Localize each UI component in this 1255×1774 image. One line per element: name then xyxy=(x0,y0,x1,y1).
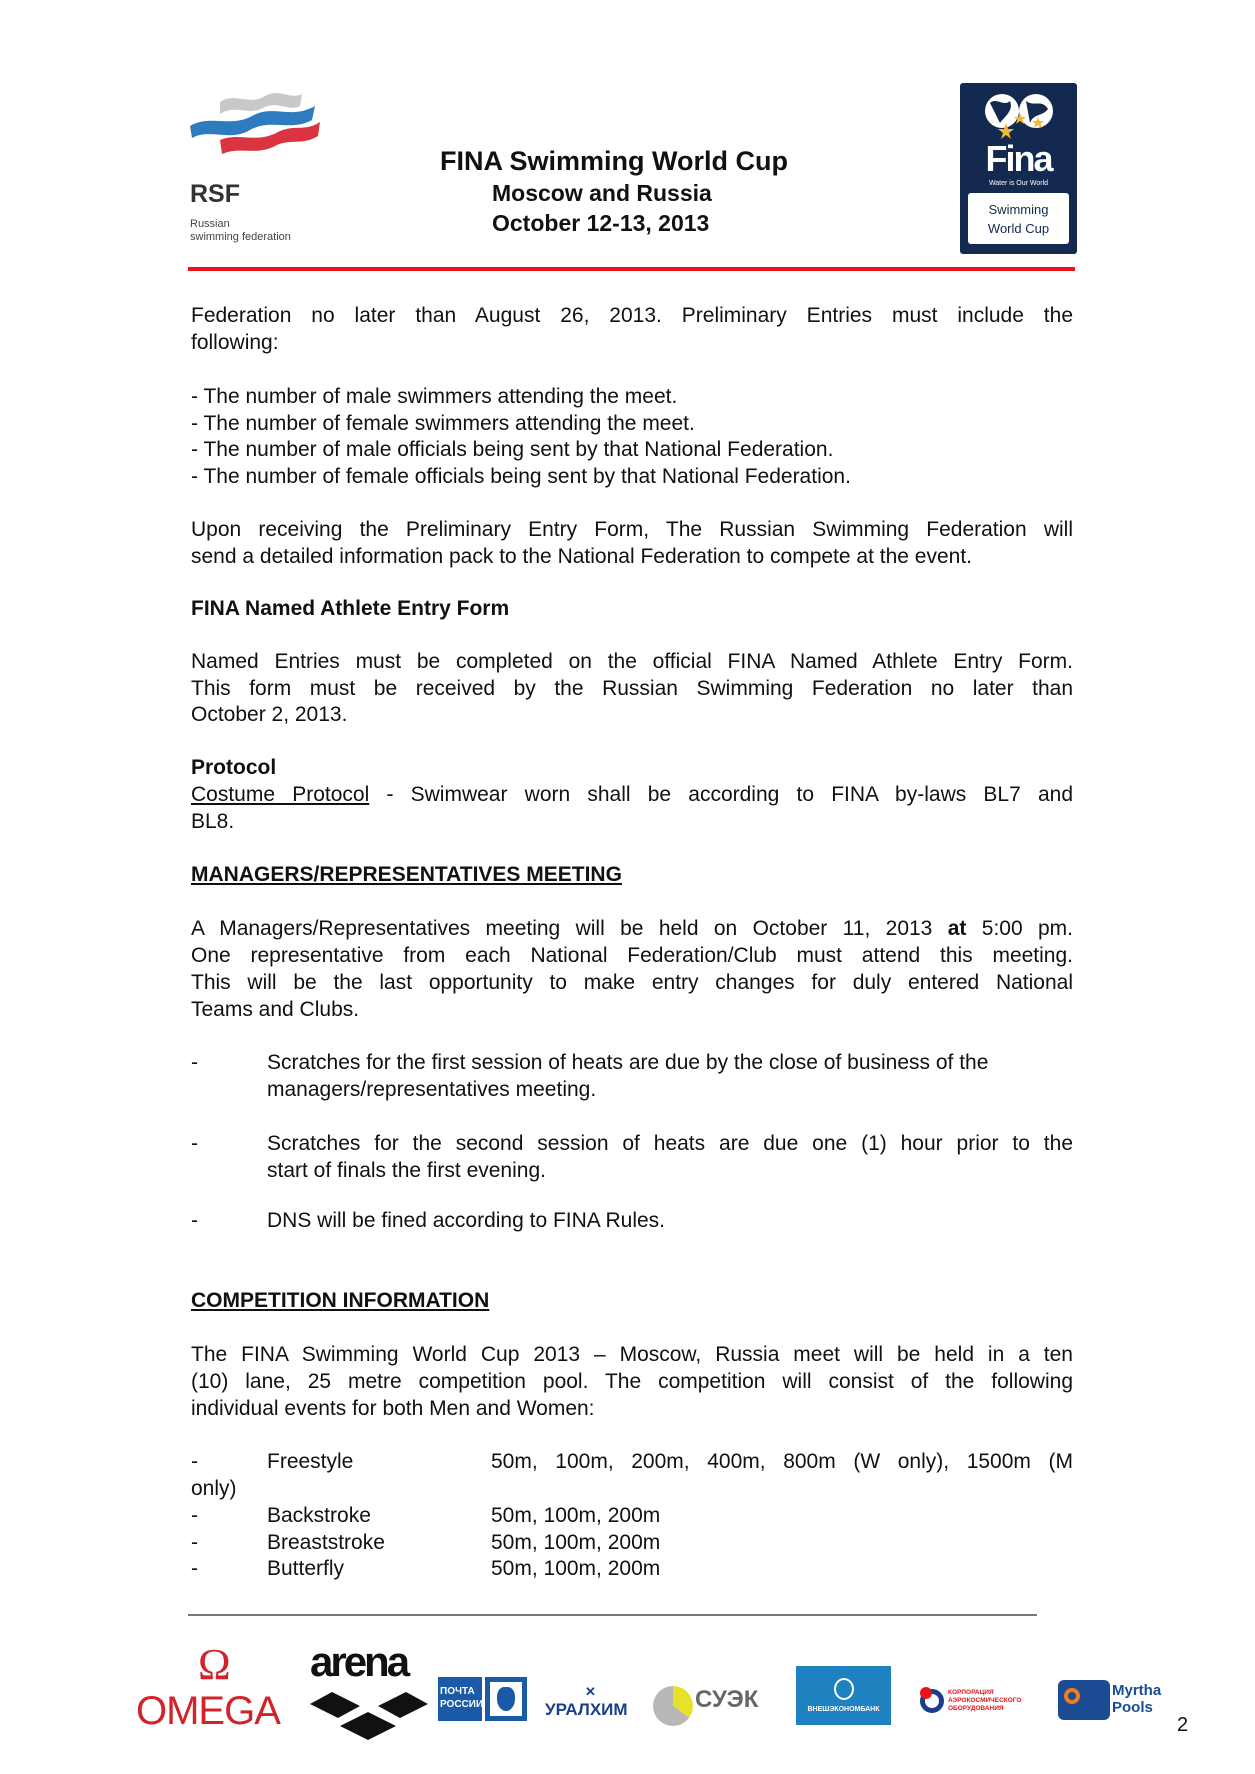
veb-emblem-icon xyxy=(834,1678,854,1700)
paragraph-named-entries-line2: This form must be received by the Russian Swimming Federation no later than xyxy=(191,677,1073,700)
event-distances: 50m, 100m, 200m, 400m, 800m (W only), 1500m (M xyxy=(491,1450,1073,1473)
heading-managers-meeting: MANAGERS/REPRESENTATIVES MEETING xyxy=(191,863,622,886)
fina-badge-line2: World Cup xyxy=(987,221,1050,236)
arena-diamonds-icon xyxy=(310,1686,428,1741)
pochta-eagle-icon xyxy=(485,1677,527,1721)
paragraph-deadline-line2: following: xyxy=(191,331,279,354)
sponsor-suek-logo xyxy=(653,1684,758,1730)
myrtha-wordmark: Myrtha Pools xyxy=(1112,1682,1162,1716)
paragraph-info-pack-line1: Upon receiving the Preliminary Entry Form, The Russian Swimming Federation will xyxy=(191,518,1073,541)
sponsor-veb-logo xyxy=(796,1666,891,1725)
veb-wordmark: ВНЕШЭКОНОМБАНК xyxy=(807,1706,880,1713)
rsf-logo xyxy=(190,88,340,248)
scratch-second-session-line1: Scratches for the second session of heats are due one (1) hour prior to the xyxy=(267,1132,1073,1155)
paragraph-competition-line3: individual events for both Men and Women: xyxy=(191,1397,595,1420)
paragraph-competition-line1: The FINA Swimming World Cup 2013 – Moscow, Russia meet will be held in a ten xyxy=(191,1343,1073,1366)
paragraph-meeting-line4: Teams and Clubs. xyxy=(191,998,360,1021)
suek-gear-icon xyxy=(653,1686,693,1726)
event-distances: 50m, 100m, 200m xyxy=(491,1557,661,1580)
omega-wordmark: OMEGA xyxy=(136,1689,280,1733)
scratch-first-session-line2: managers/representatives meeting. xyxy=(267,1078,597,1101)
list-item: - The number of female swimmers attending the meet. xyxy=(191,412,695,435)
sponsor-uralchem-logo xyxy=(545,1684,640,1724)
fina-badge xyxy=(968,193,1069,244)
sponsor-pochta-logo xyxy=(438,1677,527,1721)
sponsor-arena-logo xyxy=(310,1638,428,1738)
meeting-time: 5:00 pm. xyxy=(966,917,1073,940)
rsf-name-line1: Russian xyxy=(190,218,230,230)
event-stroke: Backstroke xyxy=(267,1504,371,1527)
arena-wordmark: arena xyxy=(310,1638,408,1685)
uralchem-wordmark: УРАЛХИМ xyxy=(545,1700,628,1719)
paragraph-meeting-line1 xyxy=(191,915,1073,942)
fina-badge-line1: Swimming xyxy=(988,202,1049,217)
suek-wordmark: СУЭК xyxy=(695,1686,759,1713)
list-item: - The number of male officials being sent by that National Federation. xyxy=(191,438,834,461)
costume-protocol-text: - Swimwear worn shall be according to FINA by-laws BL7 and xyxy=(369,783,1074,806)
document-title: FINA Swimming World Cup xyxy=(440,146,788,176)
dash-marker: - xyxy=(191,1531,198,1554)
page-number: 2 xyxy=(1177,1714,1189,1736)
sponsor-aerospace-corp-logo xyxy=(920,1685,1036,1721)
fina-logo xyxy=(960,83,1077,254)
uralchem-molecule-icon: ✕ xyxy=(585,1684,596,1699)
document-subtitle-dates: October 12-13, 2013 xyxy=(492,210,710,236)
heading-protocol: Protocol xyxy=(191,756,277,779)
dash-marker: - xyxy=(191,1504,198,1527)
scratch-first-session-line1: Scratches for the first session of heats are due by the close of business of the xyxy=(267,1051,989,1074)
heading-named-entry-form: FINA Named Athlete Entry Form xyxy=(191,597,510,620)
list-item: - The number of male swimmers attending the meet. xyxy=(191,385,678,408)
header-divider xyxy=(188,267,1075,271)
scratch-second-session-line2: start of finals the first evening. xyxy=(267,1159,546,1182)
document-subtitle-location: Moscow and Russia xyxy=(492,180,712,206)
footer-divider xyxy=(188,1614,1037,1616)
dash-marker: - xyxy=(191,1051,198,1074)
myrtha-wave-icon xyxy=(1058,1680,1110,1720)
rsf-flag-waves-icon xyxy=(190,88,340,158)
event-distances-wrap: only) xyxy=(191,1477,237,1500)
dash-marker: - xyxy=(191,1209,198,1232)
paragraph-costume-protocol-line1 xyxy=(191,781,1073,808)
rsf-abbr: RSF xyxy=(190,180,240,208)
sponsor-omega-logo xyxy=(136,1640,311,1733)
paragraph-competition-line2: (10) lane, 25 metre competition pool. The competition will consist of the following xyxy=(191,1370,1073,1393)
paragraph-deadline-line1: Federation no later than August 26, 2013. Preliminary Entries must include the xyxy=(191,304,1073,327)
aerospace-dot-icon xyxy=(920,1687,932,1699)
event-distances: 50m, 100m, 200m xyxy=(491,1504,661,1527)
list-item: - The number of female officials being sent by that National Federation. xyxy=(191,465,851,488)
fina-tagline: Water is Our World xyxy=(988,180,1049,187)
paragraph-info-pack-line2: send a detailed information pack to the National Federation to compete at the event. xyxy=(191,545,972,568)
heading-competition-information: COMPETITION INFORMATION xyxy=(191,1289,490,1312)
sponsor-myrtha-logo xyxy=(1058,1680,1173,1722)
globe-stars-icon xyxy=(960,83,1077,143)
meeting-at: at xyxy=(947,917,967,940)
paragraph-costume-protocol-line2: BL8. xyxy=(191,810,235,833)
paragraph-named-entries-line1: Named Entries must be completed on the official FINA Named Athlete Entry Form. xyxy=(191,650,1073,673)
event-stroke: Freestyle xyxy=(267,1450,354,1473)
omega-symbol-icon: Ω xyxy=(198,1640,231,1689)
rsf-name-line2: swimming federation xyxy=(190,231,291,243)
meeting-text: A Managers/Representatives meeting will be held on October 11, 2013 xyxy=(191,917,948,940)
paragraph-named-entries-line3: October 2, 2013. xyxy=(191,703,348,726)
event-stroke: Butterfly xyxy=(267,1557,345,1580)
paragraph-meeting-line2: One representative from each National Federation/Club must attend this meeting. xyxy=(191,944,1073,967)
fina-wordmark: Fina xyxy=(985,138,1052,179)
event-distances: 50m, 100m, 200m xyxy=(491,1531,661,1554)
aerospace-wordmark: КОРПОРАЦИЯ АЭРОКОСМИЧЕСКОГО ОБОРУДОВАНИЯ xyxy=(948,1689,1022,1712)
dash-marker: - xyxy=(191,1557,198,1580)
event-stroke: Breaststroke xyxy=(267,1531,385,1554)
costume-protocol-link[interactable]: Costume Protocol xyxy=(191,783,370,806)
dash-marker: - xyxy=(191,1132,198,1155)
pochta-wordmark: ПОЧТА РОССИИ xyxy=(438,1677,482,1721)
paragraph-meeting-line3: This will be the last opportunity to make entry changes for duly entered National xyxy=(191,971,1073,994)
dash-marker: - xyxy=(191,1450,198,1473)
dns-rule: DNS will be fined according to FINA Rules. xyxy=(267,1209,666,1232)
